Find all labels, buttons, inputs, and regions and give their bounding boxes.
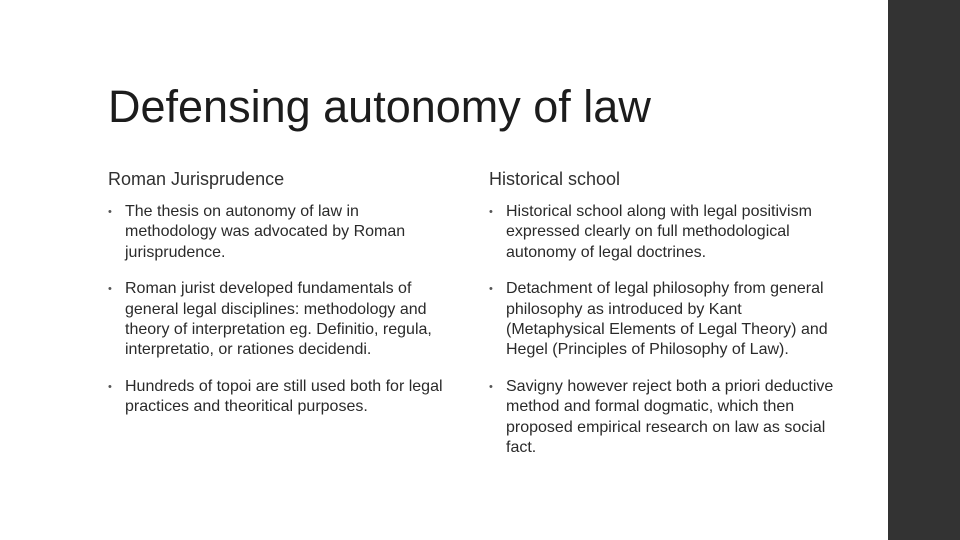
bullet-item (489, 279, 834, 361)
bullet-icon: • (108, 283, 112, 296)
bullet-icon: • (489, 283, 493, 296)
bullet-text: Historical school along with legal positivism expressed clearly on full methodological autonomy of legal doctrines. (506, 203, 812, 261)
bullet-icon: • (108, 206, 112, 218)
bullet-item (108, 377, 453, 418)
column-historical-school (489, 167, 834, 474)
bullet-icon: • (108, 380, 112, 393)
bullet-text: Detachment of legal philosophy from general philosophy as introduced by Kant (Metaphysical Elements of Legal Theory) and Hegel (Principles of Philosophy of Law). (506, 280, 828, 359)
slide-title: Defensing autonomy of law (108, 81, 651, 132)
bullet-text: The thesis on autonomy of law in methodology was advocated by Roman jurisprudence. (125, 203, 406, 261)
column-heading: Roman Jurisprudence (108, 169, 285, 189)
column-heading: Historical school (489, 169, 621, 189)
column-roman-jurisprudence (108, 167, 453, 434)
bullet-item (489, 377, 834, 459)
bullet-icon: • (489, 380, 493, 393)
bullet-text: Hundreds of topoi are still used both for legal practices and theoritical purposes. (125, 377, 443, 416)
bullet-item (489, 202, 834, 263)
bullet-item (108, 279, 453, 361)
bullet-text: Savigny however reject both a priori deductive method and formal dogmatic, which then proposed empirical research on law as social fact. (506, 377, 834, 457)
bullet-text: Roman jurist developed fundamentals of general legal disciplines: methodology and theory of interpretation eg. Definitio, regula, interpretatio, or rationes decidendi. (125, 280, 432, 359)
bullet-item (108, 202, 453, 263)
bullet-list (489, 202, 834, 458)
bullet-list (108, 202, 453, 418)
side-accent-bar (888, 0, 960, 540)
bullet-icon: • (489, 206, 493, 218)
